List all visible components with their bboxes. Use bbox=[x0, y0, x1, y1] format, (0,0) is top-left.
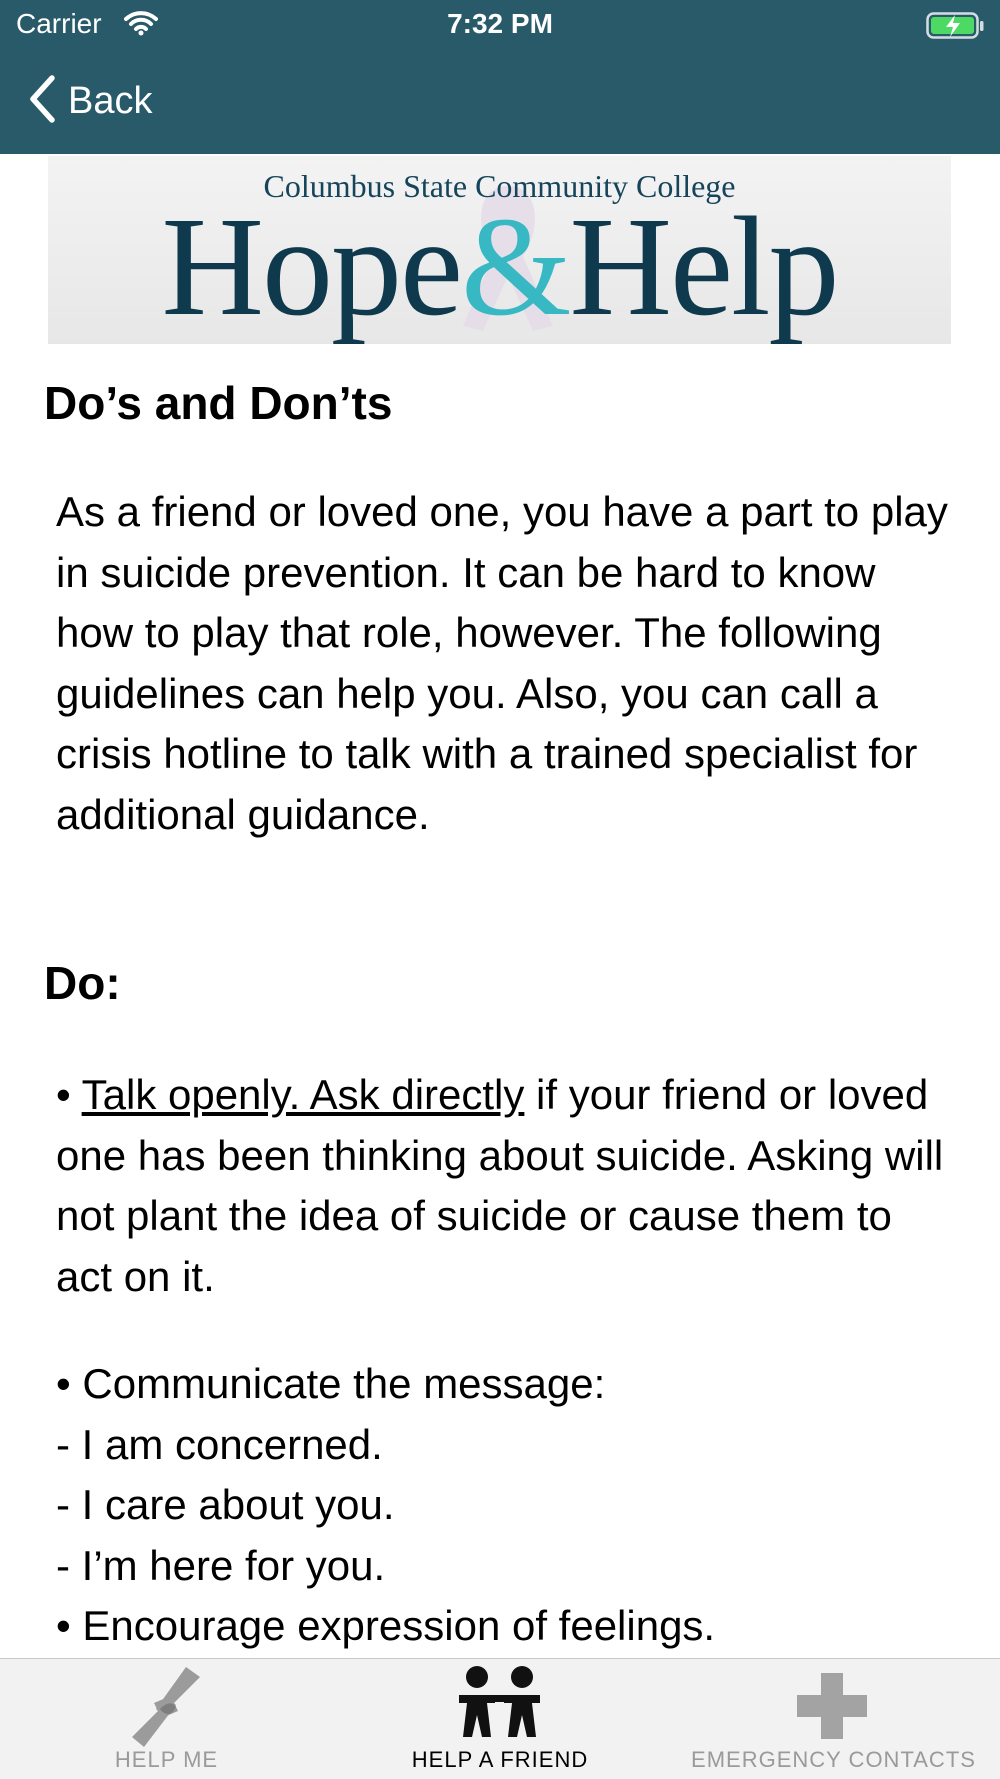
brand-ampersand: & bbox=[461, 187, 570, 344]
battery-charging-icon bbox=[926, 12, 986, 45]
tab-help-me[interactable] bbox=[0, 1659, 333, 1779]
back-label: Back bbox=[68, 79, 153, 122]
tab-label: HELP A FRIEND bbox=[411, 1747, 589, 1772]
brand-hope: Hope bbox=[161, 187, 462, 344]
bullet-marker: • bbox=[56, 1071, 82, 1118]
list-item: - I’m here for you. bbox=[56, 1541, 386, 1589]
list-item: • Communicate the message: bbox=[56, 1360, 606, 1407]
back-button[interactable] bbox=[28, 76, 152, 126]
tab-label: HELP ME bbox=[114, 1747, 219, 1772]
paper-people-icon bbox=[453, 1665, 547, 1746]
status-time: 7:32 PM bbox=[447, 8, 553, 39]
intro-paragraph: As a friend or loved one, you have a part to play in suicide prevention. It can be hard to know how to play that role, however. The following guidelines can help you. Also, you can call a crisis hotline to talk with a trained specialist for additional guidance. bbox=[56, 488, 948, 838]
hope-and-help-banner bbox=[48, 156, 951, 344]
bullet-talk-openly bbox=[56, 1065, 956, 1307]
status-bar bbox=[0, 0, 1000, 50]
tab-label: EMERGENCY CONTACTS bbox=[691, 1747, 976, 1772]
list-item: • Encourage expression of feelings. bbox=[56, 1602, 716, 1649]
tab-bar bbox=[0, 1658, 1000, 1779]
brand-help: Help bbox=[569, 187, 838, 344]
helping-hands-icon bbox=[124, 1663, 208, 1756]
do-heading: Do: bbox=[44, 957, 121, 1009]
brand-logo-text bbox=[48, 184, 951, 344]
talk-openly-emphasis: Talk openly. Ask directly bbox=[81, 1071, 525, 1118]
tab-emergency-contacts[interactable] bbox=[667, 1659, 1000, 1779]
medical-cross-icon bbox=[797, 1673, 867, 1744]
list-item: - I care about you. bbox=[56, 1481, 395, 1528]
navigation-bar bbox=[0, 50, 1000, 154]
college-name: Columbus State Community College bbox=[263, 168, 736, 204]
list-item: - I am concerned. bbox=[56, 1420, 383, 1468]
page-heading: Do’s and Don’ts bbox=[44, 377, 393, 429]
bullet-talk-openly-text: if your friend or loved one has been thinking about suicide. Asking will not plant the idea of suicide or cause them to act on it. bbox=[56, 1071, 944, 1300]
carrier-label: Carrier bbox=[16, 8, 102, 39]
bullet-communicate-list bbox=[56, 1354, 956, 1657]
tab-help-a-friend[interactable] bbox=[333, 1659, 667, 1779]
chevron-left-icon bbox=[28, 74, 56, 129]
